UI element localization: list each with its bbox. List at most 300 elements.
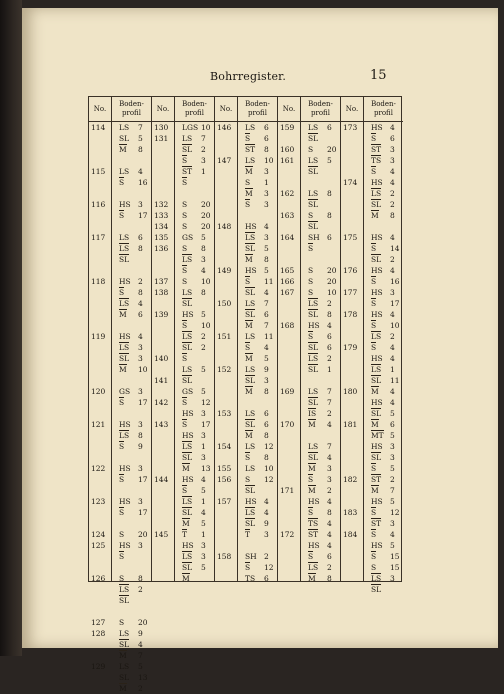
bore-number: 126	[91, 574, 106, 583]
number-column	[278, 97, 301, 581]
profile-entry	[364, 309, 403, 320]
bore-number	[341, 353, 363, 364]
soil-code: HS	[245, 222, 257, 231]
profile-entry	[112, 364, 151, 375]
bore-number	[152, 496, 174, 507]
depth-value: 4	[264, 288, 269, 297]
profile-entry	[175, 452, 214, 463]
bore-number: 166	[280, 277, 295, 286]
bore-number	[278, 452, 300, 463]
bore-number	[215, 210, 237, 221]
bore-number	[152, 452, 174, 463]
depth-value: 4	[327, 519, 332, 528]
depth-value: 2	[201, 343, 206, 352]
profile-entry	[364, 199, 403, 210]
profile-entry	[301, 375, 340, 386]
depth-value: 8	[327, 574, 332, 583]
depth-value: 17	[138, 211, 148, 220]
profile-entry	[238, 133, 277, 144]
profile-entry	[112, 276, 151, 287]
bore-number	[341, 133, 363, 144]
depth-value: 2	[327, 299, 332, 308]
profile-entry	[238, 254, 277, 265]
column-group-4	[278, 97, 341, 581]
soil-code: S	[308, 332, 314, 341]
depth-value: 1	[264, 178, 269, 187]
soil-code: SL	[119, 640, 130, 649]
depth-value: 5	[390, 431, 395, 440]
depth-value: 4	[138, 640, 143, 649]
soil-code: LS	[119, 244, 130, 253]
bore-number	[341, 375, 363, 386]
profile-entry	[364, 485, 403, 496]
depth-value: 5	[201, 310, 206, 319]
bore-number	[215, 188, 237, 199]
profile-entry	[364, 133, 403, 144]
bore-number	[152, 177, 174, 188]
bore-number	[89, 474, 111, 485]
bore-number: 125	[91, 541, 106, 550]
depth-value: 9	[264, 365, 269, 374]
bore-number: 120	[91, 387, 106, 396]
soil-code: T	[245, 530, 251, 539]
bore-number	[152, 463, 174, 474]
profile-entry	[301, 364, 340, 375]
bohrregister-table	[88, 96, 402, 693]
soil-code: M	[245, 431, 253, 440]
depth-value: 17	[138, 398, 148, 407]
soil-code: LS	[308, 189, 319, 198]
soil-code: S	[182, 398, 188, 407]
soil-code: SL	[119, 255, 130, 264]
bore-number	[215, 342, 237, 353]
depth-value: 6	[390, 134, 395, 143]
bore-number	[215, 166, 237, 177]
profile-entry	[364, 518, 403, 529]
bore-number	[215, 199, 237, 210]
depth-value: 8	[264, 431, 269, 440]
bore-number	[341, 452, 363, 463]
depth-value: 4	[390, 387, 395, 396]
soil-code: LS	[308, 123, 319, 132]
profile-entry	[112, 463, 151, 474]
depth-value: 5	[201, 519, 206, 528]
bore-number	[215, 397, 237, 408]
profile-entry	[175, 177, 214, 188]
bore-number	[215, 133, 237, 144]
depth-value: 8	[390, 211, 395, 220]
profile-entry	[175, 419, 214, 430]
soil-code: S	[182, 354, 188, 363]
bore-number	[278, 364, 300, 375]
soil-code: HS	[182, 431, 194, 440]
soil-code: HS	[245, 497, 257, 506]
soil-code: MT	[371, 431, 384, 440]
soil-code: TS	[245, 574, 256, 583]
bore-number	[278, 518, 300, 529]
depth-value: 6	[264, 123, 269, 132]
soil-code: SL	[182, 376, 193, 385]
depth-value: 6	[264, 420, 269, 429]
depth-value: 20	[201, 200, 211, 209]
bore-number: 157	[217, 497, 232, 506]
profile-entry	[238, 364, 277, 375]
soil-code: ST	[182, 167, 193, 176]
soil-code: SL	[371, 255, 382, 264]
depth-value: 4	[390, 310, 395, 319]
soil-code: LS	[371, 189, 382, 198]
soil-code: M	[371, 486, 379, 495]
profile-entry	[364, 507, 403, 518]
profile-entry	[112, 507, 151, 518]
bore-number: 152	[217, 365, 232, 374]
depth-value: 17	[138, 508, 148, 517]
profile-entry	[112, 408, 151, 419]
bore-number: 145	[154, 530, 169, 539]
depth-value: 3	[201, 453, 206, 462]
depth-value: 5	[264, 354, 269, 363]
soil-code: S	[371, 464, 377, 473]
soil-code: ST	[371, 519, 382, 528]
bore-number: 179	[343, 343, 358, 352]
bore-number	[341, 188, 363, 199]
profile-entry	[301, 210, 340, 221]
soil-code: SL	[245, 420, 256, 429]
soil-code: SL	[245, 288, 256, 297]
depth-value: 6	[138, 233, 143, 242]
soil-code: LS	[371, 332, 382, 341]
soil-code: S	[371, 134, 377, 143]
soil-code: HS	[308, 541, 320, 550]
profile-entry	[301, 287, 340, 298]
depth-value: 3	[138, 387, 143, 396]
profile-entry	[112, 628, 151, 639]
depth-value: 2	[390, 200, 395, 209]
soil-code: SL	[182, 343, 193, 352]
profile-entry	[364, 331, 403, 342]
bore-number	[89, 155, 111, 166]
bore-number	[215, 353, 237, 364]
depth-value: 5	[264, 244, 269, 253]
bore-number	[89, 441, 111, 452]
depth-value: 2	[390, 189, 395, 198]
soil-code: HS	[119, 332, 131, 341]
profile-entry	[364, 353, 403, 364]
soil-code: HS	[371, 310, 383, 319]
soil-code: LS	[245, 409, 256, 418]
bore-number: 159	[280, 123, 295, 132]
bore-number	[341, 144, 363, 155]
profile-entry	[364, 573, 403, 584]
soil-code: LS	[245, 233, 256, 242]
bore-number: 130	[154, 123, 169, 132]
profile-entry	[175, 518, 214, 529]
bore-number	[278, 243, 300, 254]
soil-code: HS	[182, 310, 194, 319]
bore-number	[152, 342, 174, 353]
profile-entry	[175, 430, 214, 441]
depth-value: 4	[390, 266, 395, 275]
profile-entry	[301, 463, 340, 474]
bore-number	[215, 452, 237, 463]
soil-code: S	[371, 299, 377, 308]
bore-number: 147	[217, 156, 232, 165]
depth-value: 9	[264, 519, 269, 528]
bore-number: 155	[217, 464, 232, 473]
soil-code: S	[182, 277, 188, 286]
profile-entry	[364, 441, 403, 452]
depth-value: 10	[390, 321, 400, 330]
bore-number	[152, 485, 174, 496]
profile-entry	[175, 485, 214, 496]
bore-number	[341, 243, 363, 254]
profile-entry	[238, 166, 277, 177]
bore-number	[278, 551, 300, 562]
bore-number: 138	[154, 288, 169, 297]
depth-value: 2	[327, 409, 332, 418]
soil-code: S	[119, 574, 125, 583]
bore-number	[278, 540, 300, 551]
profile-entry	[112, 485, 151, 496]
profile-entry	[364, 430, 403, 441]
profile-entry	[301, 430, 340, 441]
profile-entry	[364, 144, 403, 155]
soil-code: HS	[245, 266, 257, 275]
bore-number: 177	[343, 288, 358, 297]
bore-number: 151	[217, 332, 232, 341]
number-column	[341, 97, 364, 581]
depth-value: 6	[327, 552, 332, 561]
profile-entry	[238, 221, 277, 232]
profile-entry	[301, 133, 340, 144]
profile-entry	[238, 287, 277, 298]
profile-entry	[112, 254, 151, 265]
bore-number	[89, 298, 111, 309]
depth-value: 6	[390, 420, 395, 429]
soil-code: S	[182, 178, 188, 187]
bore-number: 121	[91, 420, 106, 429]
soil-code: HS	[119, 497, 131, 506]
page-title: Bohrregister.	[210, 70, 287, 83]
depth-value: 3	[201, 431, 206, 440]
bore-number: 144	[154, 475, 169, 484]
profile-entry	[238, 551, 277, 562]
bore-number: 143	[154, 420, 169, 429]
soil-code: S	[182, 211, 188, 220]
profile-entry	[238, 408, 277, 419]
soil-code: LS	[308, 442, 319, 451]
soil-code: S	[182, 266, 188, 275]
depth-value: 4	[327, 321, 332, 330]
soil-code: LS	[182, 365, 193, 374]
bore-number	[278, 221, 300, 232]
depth-value: 2	[327, 563, 332, 572]
profile-entry	[238, 573, 277, 584]
depth-value: 2	[390, 332, 395, 341]
bore-number	[89, 144, 111, 155]
bore-number: 184	[343, 530, 358, 539]
soil-code: HS	[119, 420, 131, 429]
depth-value: 3	[201, 255, 206, 264]
bore-number	[278, 133, 300, 144]
profile-entry	[364, 408, 403, 419]
profile-entry	[112, 320, 151, 331]
depth-value: 7	[327, 398, 332, 407]
depth-value: 4	[390, 178, 395, 187]
profile-entry	[364, 342, 403, 353]
profile-entry	[364, 287, 403, 298]
bore-number	[278, 342, 300, 353]
soil-code: S	[119, 618, 125, 627]
soil-code: S	[245, 200, 251, 209]
depth-value: 2	[138, 684, 143, 693]
profile-entry	[301, 386, 340, 397]
profile-entry	[364, 276, 403, 287]
profile-entry	[364, 243, 403, 254]
profile-entry	[175, 254, 214, 265]
bore-number	[89, 397, 111, 408]
soil-code: SL	[308, 222, 319, 231]
soil-code: HS	[371, 123, 383, 132]
depth-value: 6	[138, 310, 143, 319]
depth-value: 4	[390, 123, 395, 132]
soil-code: TS	[371, 156, 382, 165]
profile-entry	[112, 221, 151, 232]
profile-entry	[238, 265, 277, 276]
profile-entry	[301, 155, 340, 166]
depth-value: 8	[327, 211, 332, 220]
bore-number: 170	[280, 420, 295, 429]
soil-code: S	[119, 475, 125, 484]
soil-code: SL	[308, 200, 319, 209]
bore-number	[89, 254, 111, 265]
bore-number: 146	[217, 123, 232, 132]
depth-value: 4	[327, 497, 332, 506]
soil-code: S	[182, 321, 188, 330]
profile-entry	[301, 309, 340, 320]
depth-value: 1	[201, 442, 206, 451]
bore-number	[152, 188, 174, 199]
depth-value: 6	[264, 409, 269, 418]
profile-entry	[301, 562, 340, 573]
soil-code: S	[119, 552, 125, 561]
profile-entry	[301, 353, 340, 364]
soil-code: S	[371, 508, 377, 517]
bore-number	[89, 595, 111, 606]
profile-entry	[112, 518, 151, 529]
bore-number	[89, 188, 111, 199]
number-column	[215, 97, 238, 581]
bore-number	[341, 254, 363, 265]
header-bodenprofil: Boden- profil	[301, 97, 340, 122]
soil-code: SL	[308, 398, 319, 407]
soil-code: HS	[308, 497, 320, 506]
soil-code: SL	[245, 486, 256, 495]
number-column	[152, 97, 175, 581]
depth-value: 7	[390, 486, 395, 495]
soil-code: LS	[245, 365, 256, 374]
bore-number	[152, 144, 174, 155]
soil-code: SL	[245, 244, 256, 253]
profile-entry	[364, 177, 403, 188]
bore-number: 148	[217, 222, 232, 231]
profile-entry	[112, 188, 151, 199]
profile-entry	[364, 474, 403, 485]
profile-entry	[301, 540, 340, 551]
soil-code: SL	[119, 673, 130, 682]
bore-number: 175	[343, 233, 358, 242]
soil-code: T	[182, 530, 188, 539]
header-no: No.	[278, 97, 300, 122]
profile-entry	[301, 144, 340, 155]
profile-entry	[112, 683, 151, 694]
bore-number	[215, 430, 237, 441]
profile-entry	[301, 199, 340, 210]
profile-entry	[364, 496, 403, 507]
profile-entry	[238, 397, 277, 408]
depth-value: 5	[390, 497, 395, 506]
soil-code: LS	[119, 585, 130, 594]
profile-entry	[301, 243, 340, 254]
depth-value: 2	[390, 475, 395, 484]
bore-number: 153	[217, 409, 232, 418]
bore-number	[89, 430, 111, 441]
bore-number: 149	[217, 266, 232, 275]
bore-number	[152, 298, 174, 309]
soil-code: SL	[182, 299, 193, 308]
profile-entry	[364, 584, 403, 595]
bore-number	[278, 309, 300, 320]
soil-code: HS	[371, 497, 383, 506]
depth-value: 15	[390, 563, 400, 572]
depth-value: 3	[390, 442, 395, 451]
soil-code: HS	[371, 442, 383, 451]
profile-entry	[238, 144, 277, 155]
depth-value: 8	[138, 574, 143, 583]
depth-value: 4	[327, 420, 332, 429]
bore-number	[278, 254, 300, 265]
bore-number	[215, 562, 237, 573]
bore-number	[215, 254, 237, 265]
profile-entry	[175, 331, 214, 342]
profile-entry	[301, 529, 340, 540]
soil-code: ST	[245, 145, 256, 154]
profile-entry	[364, 562, 403, 573]
depth-value: 5	[201, 486, 206, 495]
depth-value: 3	[264, 189, 269, 198]
profile-entry	[112, 474, 151, 485]
depth-value: 8	[327, 189, 332, 198]
bore-number: 161	[280, 156, 295, 165]
bore-number	[152, 155, 174, 166]
profile-entry	[238, 177, 277, 188]
profile-entry	[112, 342, 151, 353]
bore-number	[278, 397, 300, 408]
profile-entry	[112, 210, 151, 221]
bore-number: 116	[91, 200, 106, 209]
bore-number	[341, 199, 363, 210]
profile-entry	[238, 342, 277, 353]
soil-code: M	[119, 365, 127, 374]
soil-code: M	[182, 574, 190, 583]
depth-value: 5	[138, 134, 143, 143]
page-header	[22, 70, 498, 90]
profile-entry	[238, 562, 277, 573]
profile-entry	[175, 573, 214, 584]
soil-code: S	[182, 200, 188, 209]
bore-number	[278, 474, 300, 485]
depth-value: 8	[138, 244, 143, 253]
